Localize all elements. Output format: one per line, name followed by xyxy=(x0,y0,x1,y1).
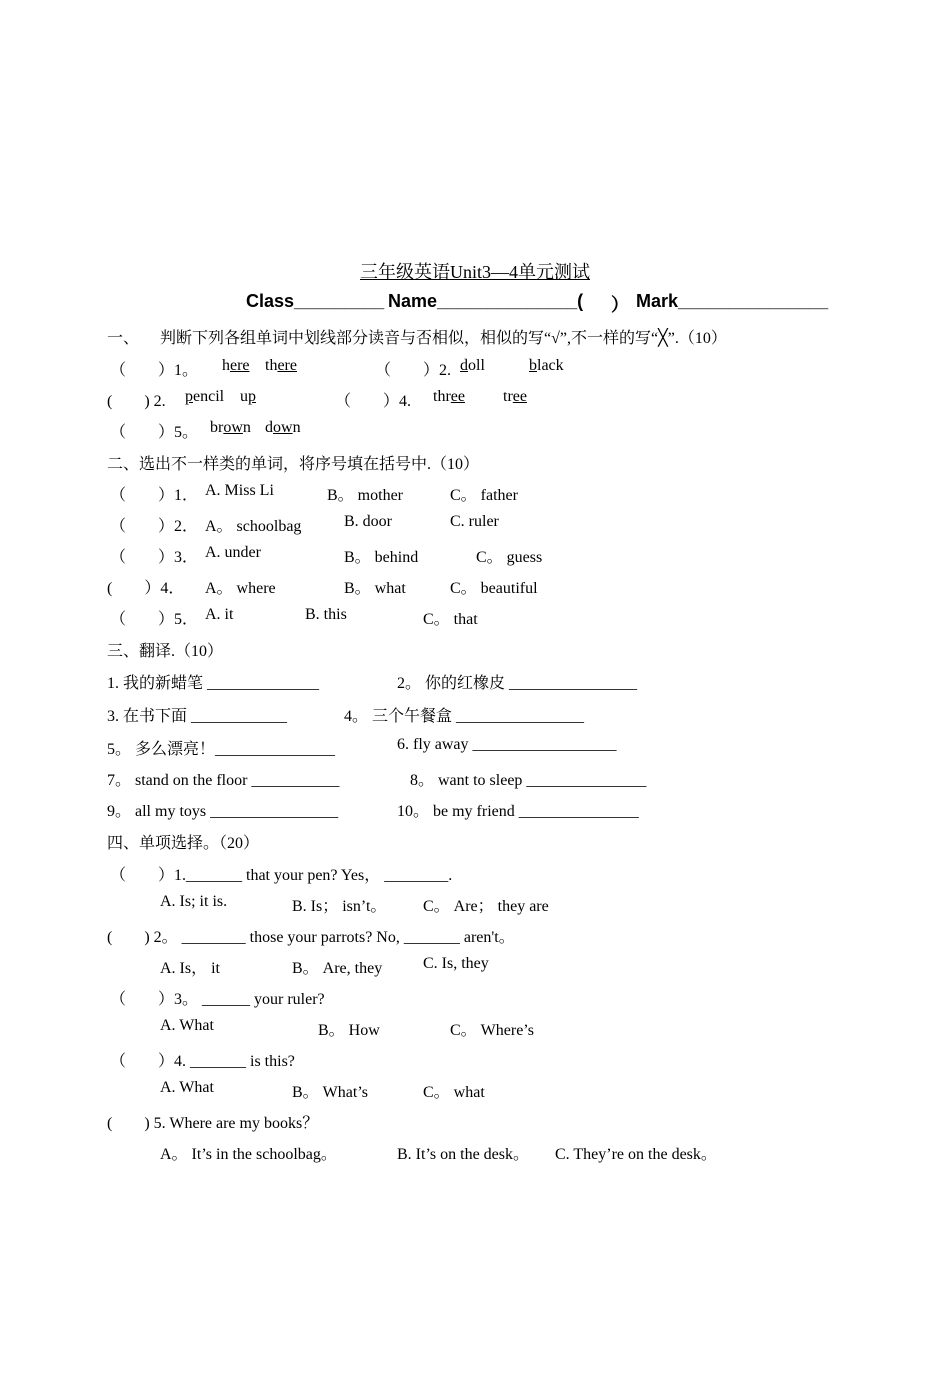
section1-heading: 一、 判断下列各组单词中划线部分读音与否相似，相似的写“√”,不一样的写“╳”.（10） xyxy=(107,330,727,347)
section3-row-4: 7。 stand on the floor ___________ 8。 want to sleep _______________ xyxy=(107,772,647,789)
section2-q5: （ ）5． A. it B. this C。 that xyxy=(110,606,478,628)
name-close-paren: ） xyxy=(611,295,629,315)
section1-row-1: （ ）1。 here there （ ）2. doll black xyxy=(110,357,564,379)
section4-q1-options: A. Is; it is. B. Is； isn’t。 C。 Are； they are xyxy=(160,893,549,915)
section4-q4: （ ）4. _______ is this? xyxy=(110,1053,295,1070)
section3-row-5: 9。 all my toys ________________ 10。 be my friend _______________ xyxy=(107,803,639,820)
word-black: black xyxy=(529,357,564,374)
section2-q2: （ ）2． A。 schoolbag B. door C. ruler xyxy=(110,513,499,535)
mark-field: Mark_______________ xyxy=(636,291,829,311)
section3-row-3: 5。 多么漂亮！_______________ 6. fly away __________________ xyxy=(107,736,617,758)
section4-q2-options: A. Is， it B。 Are, they C. Is, they xyxy=(160,955,489,977)
section4-q5-options: A。 It’s in the schoolbag。 B. It’s on the desk。 C. They’re on the desk。 xyxy=(160,1146,717,1163)
word-three: three xyxy=(433,388,465,405)
word-tree: tree xyxy=(503,388,527,405)
word-there: there xyxy=(265,357,297,374)
section2-heading: 二、选出不一样类的单词，将序号填在括号中.（10） xyxy=(107,456,480,473)
section2-q1: （ ）1． A. Miss Li B。 mother C。 father xyxy=(110,482,518,504)
section3-row-2: 3. 在书下面 ____________ 4。 三个午餐盒 ________________ xyxy=(107,708,585,725)
word-brown: brown xyxy=(210,419,251,436)
section3-heading: 三、翻译.（10） xyxy=(107,643,224,660)
section4-q3-options: A. What B。 How C。 Where’s xyxy=(160,1017,534,1039)
section3-row-1: 1. 我的新蜡笔 ______________ 2。 你的红橡皮 ________________ xyxy=(107,675,638,692)
word-pencil: pencil xyxy=(185,388,225,405)
section1-row-3: （ ）5。 brown down xyxy=(110,419,301,441)
page-title: 三年级英语Unit3—4单元测试 xyxy=(359,262,590,282)
section1-row-2: ( ) 2. pencil up （ ）4. three tree xyxy=(107,388,527,410)
section4-q5: ( ) 5. Where are my books？ xyxy=(107,1115,319,1132)
word-up: up xyxy=(240,388,256,405)
section4-q1: （ ）1._______ that your pen? Yes， ________. xyxy=(110,867,453,884)
word-doll: doll xyxy=(460,357,485,374)
section2-q3: （ ）3． A. under B。 behind C。 guess xyxy=(110,544,543,566)
name-field: Name______________( xyxy=(388,291,584,311)
section4-q2: ( ) 2。 ________ those your parrots? No, _______ aren't。 xyxy=(107,929,515,946)
word-here: here xyxy=(222,357,250,374)
word-down: down xyxy=(265,419,301,436)
section4-q4-options: A. What B。 What’s C。 what xyxy=(160,1079,485,1101)
section4-q3: （ ）3。 ______ your ruler? xyxy=(110,991,325,1008)
class-field: Class_________ xyxy=(246,291,385,311)
section4-heading: 四、单项选择。（20） xyxy=(107,835,260,852)
section2-q4: ( ）4． A。 where B。 what C。 beautiful xyxy=(107,580,538,597)
